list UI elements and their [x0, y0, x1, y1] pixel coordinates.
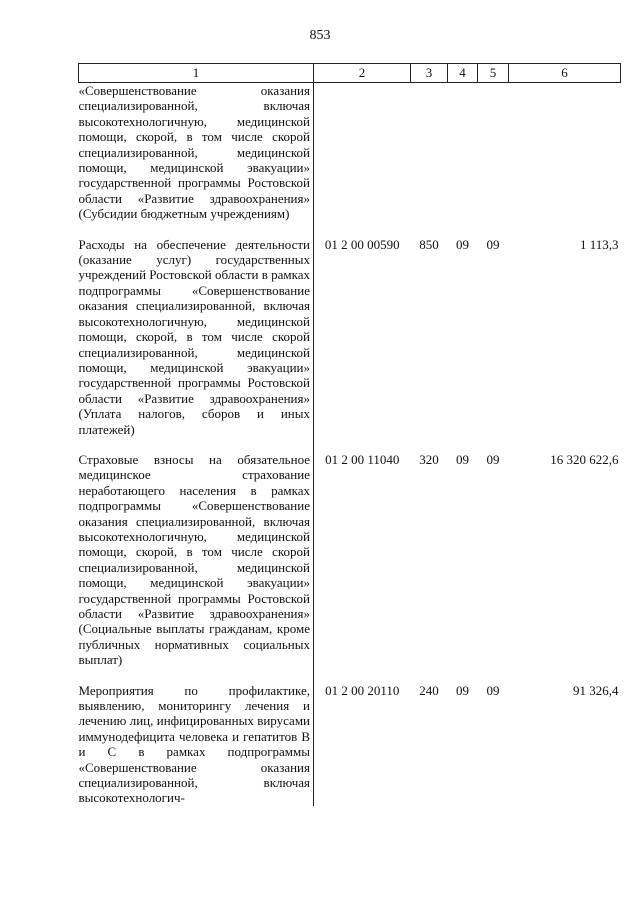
- row-target-code: 01 2 00 20110: [325, 682, 400, 698]
- column-header-4: 4: [448, 64, 478, 83]
- row-target-code: [314, 83, 411, 222]
- row-spacer: [79, 668, 621, 683]
- column-header-2: 2: [314, 64, 411, 83]
- table-row: [79, 452, 621, 668]
- row-spacer: [79, 222, 621, 237]
- row-expense-type: 320: [419, 451, 439, 467]
- row-description: «Совершенствование оказания специализированной, включая высокотехнологичную, медицинской помощи, скорой, в том числе скорой специализированной, медицинской помощи, медицинской эвакуации» государственной программы Ростовской области «Развитие здравоохранения» (Субсидии бюджетным учреждениям): [79, 83, 314, 222]
- row-target-code: 01 2 00 00590: [324, 236, 400, 252]
- row-target-code: 01 2 00 11040: [325, 451, 400, 467]
- budget-table: [78, 63, 621, 806]
- column-header-6: 6: [509, 64, 621, 83]
- row-expense-type: [411, 83, 448, 222]
- row-amount: 91 326,4: [573, 682, 619, 698]
- row-subsection: 09: [486, 236, 500, 252]
- row-subsection: 09: [486, 682, 500, 698]
- row-description: Мероприятия по профилактике, выявлению, мониторингу лечения и лечению лиц, инфицированных вирусами иммунодефицита человека и гепатитов B и C в рамках подпрограммы «Совершенствование оказания специализированной, включая высокотехнологич-: [79, 683, 314, 806]
- row-section: 09: [456, 236, 469, 252]
- row-section: 09: [456, 451, 469, 467]
- row-amount: 1 113,3: [579, 236, 619, 252]
- row-subsection: [478, 83, 509, 222]
- column-header-5: 5: [478, 64, 509, 83]
- table-row: [79, 237, 621, 437]
- row-amount: 16 320 622,6: [550, 451, 619, 467]
- row-section: 09: [456, 682, 469, 698]
- table-row: [79, 83, 621, 222]
- row-subsection: 09: [486, 451, 500, 467]
- table-row: [79, 683, 621, 806]
- column-header-3: 3: [411, 64, 448, 83]
- page-number: 853: [309, 28, 331, 43]
- row-expense-type: 850: [419, 236, 439, 252]
- header-row: [79, 64, 621, 83]
- row-description: Расходы на обеспечение деятельности (оказание услуг) государственных учреждений Ростовской области в рамках подпрограммы «Совершенствование оказания специализированной, включая высокотехнологичную, медицинской помощи, скорой, в том числе скорой специализированной, медицинской помощи, медицинской эвакуации» государственной программы Ростовской области «Развитие здравоохранения» (Уплата налогов, сборов и иных платежей): [79, 237, 314, 437]
- row-section: [448, 83, 478, 222]
- row-spacer: [79, 437, 621, 452]
- row-expense-type: 240: [419, 682, 439, 698]
- row-amount: [509, 83, 621, 222]
- row-description: Страховые взносы на обязательное медицинское страхование неработающего населения в рамках подпрограммы «Совершенствование оказания специализированной, включая высокотехнологичную, медицинской помощи, скорой, в том числе скорой специализированной, медицинской помощи, медицинской эвакуации» государственной программы Ростовской области «Развитие здравоохранения» (Социальные выплаты гражданам, кроме публичных нормативных социальных выплат): [79, 452, 314, 668]
- column-header-1: 1: [79, 64, 314, 83]
